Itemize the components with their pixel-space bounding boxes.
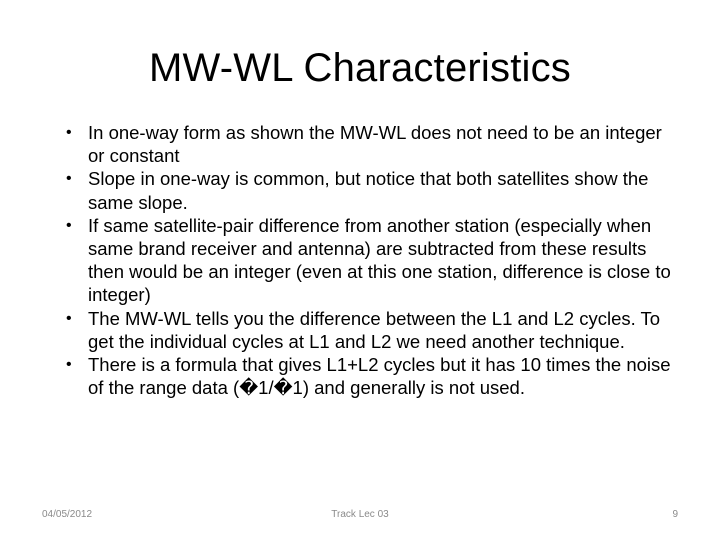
- bullet-marker: •: [66, 216, 72, 234]
- footer-date: 04/05/2012: [42, 509, 93, 520]
- bullet-text: There is a formula that gives L1+L2 cycles but it has 10 times the noise of the range data (�1/�1) and generally is not used.: [88, 354, 671, 399]
- bullet-text: Slope in one-way is common, but notice that both satellites show the same slope.: [88, 168, 649, 213]
- bullet-marker: •: [66, 356, 72, 374]
- footer-center-text: Track Lec 03: [331, 509, 389, 520]
- bullet-text: In one-way form as shown the MW-WL does not need to be an integer or constant: [88, 122, 662, 167]
- bullet-marker: •: [66, 170, 72, 188]
- bullet-text: The MW-WL tells you the difference between the L1 and L2 cycles. To get the individual cycles at L1 and L2 we need another technique.: [88, 307, 661, 352]
- page-number: 9: [672, 509, 678, 520]
- bullet-marker: •: [66, 309, 72, 327]
- bullet-marker: •: [66, 124, 72, 141]
- bullet-item: [60, 121, 680, 167]
- bullet-text: If same satellite-pair difference from another station (especially when same brand receiver and antenna) are subtracted from these results then would be an integer (even at this one station, difference is close to integer): [88, 214, 671, 306]
- bullet-item: [60, 167, 680, 213]
- bullet-item: [60, 214, 680, 307]
- bullet-list: [60, 121, 680, 399]
- bullet-item: [60, 307, 680, 353]
- slide-title: MW-WL Characteristics: [148, 46, 571, 90]
- bullet-item: [60, 353, 680, 399]
